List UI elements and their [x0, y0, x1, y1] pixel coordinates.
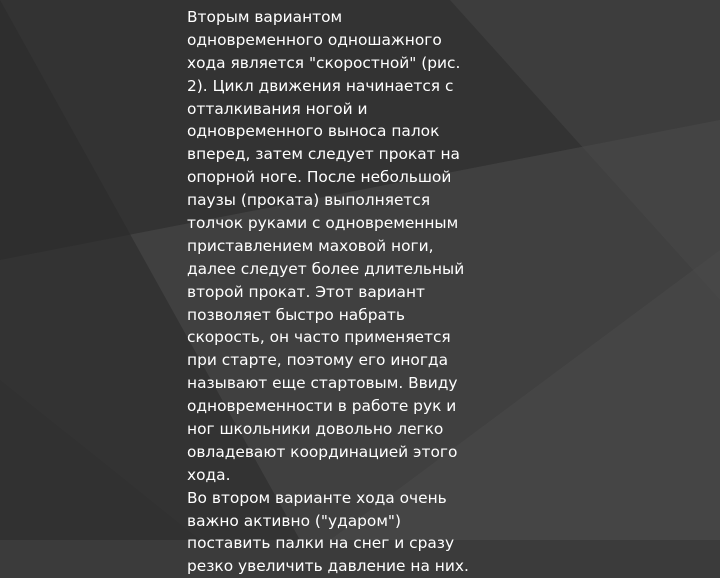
text-line: важно активно ("ударом")	[187, 511, 402, 530]
text-line: приставлением маховой ноги,	[187, 236, 434, 255]
text-line: одновременного выноса палок	[187, 122, 440, 141]
text-line: овладевают координацией этого	[187, 442, 458, 461]
text-line: поставить палки на снег и сразу	[187, 534, 455, 553]
text-line: далее следует более длительный	[187, 259, 465, 278]
text-line: ног школьники довольно легко	[187, 420, 444, 439]
text-line: хода является "скоростной" (рис.	[187, 53, 461, 72]
text-line: хода.	[187, 465, 231, 484]
text-line: отталкивания ногой и	[187, 99, 368, 118]
text-line: резко увеличить давление на них.	[187, 557, 469, 576]
text-line: одновременности в работе рук и	[187, 397, 457, 416]
text-line: второй прокат. Этот вариант	[187, 282, 425, 301]
text-line: при старте, поэтому его иногда	[187, 351, 448, 370]
text-line: Во втором варианте хода очень	[187, 488, 447, 507]
text-line: толчок руками с одновременным	[187, 214, 459, 233]
text-line: Вторым вариантом	[187, 8, 343, 26]
text-line: называют еще стартовым. Ввиду	[187, 374, 458, 393]
slide-body-text	[187, 6, 527, 578]
text-line: вперед, затем следует прокат на	[187, 145, 460, 164]
text-line: скорость, он часто применяется	[187, 328, 451, 347]
text-line: паузы (проката) выполняется	[187, 191, 431, 210]
text-line: 2). Цикл движения начинается с	[187, 76, 454, 95]
text-line: одновременного одношажного	[187, 30, 442, 49]
text-line: позволяет быстро набрать	[187, 305, 405, 324]
text-line: опорной ноге. После небольшой	[187, 168, 452, 187]
